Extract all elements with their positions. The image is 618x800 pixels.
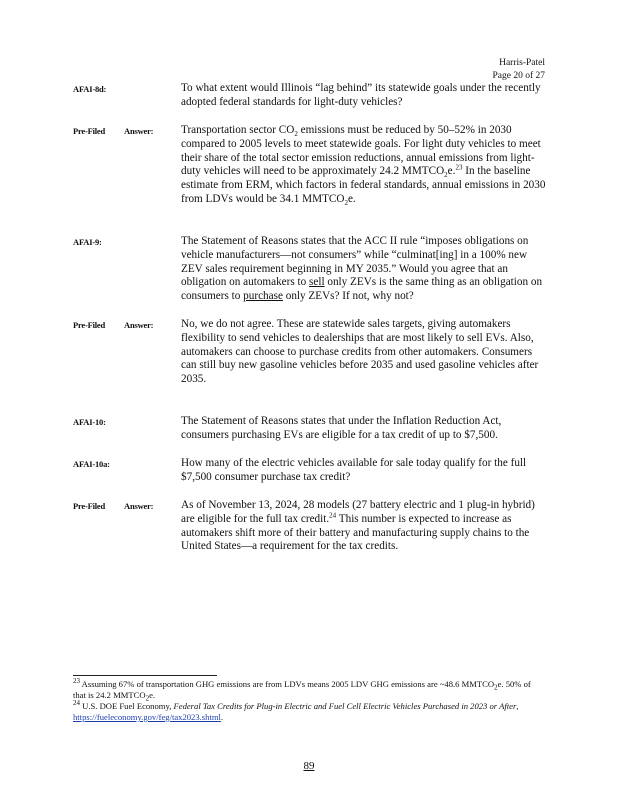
- answer-text: No, we do not agree. These are statewide sales targets, giving automakers flexibility to send vehicles to dealerships that are most likely to sell EVs. Also, automakers can choose to purchase credits from other automakers. Consumers can still buy new gasoline vehicles before 2035 and used gasoline vehicles after 2035.: [181, 318, 539, 386]
- question-label: AFAI-9:: [73, 237, 102, 247]
- question-text: To what extent would Illinois “lag behind” its statewide goals under the recently adopted federal standards for light-duty vehicles?: [181, 82, 541, 108]
- question-label: AFAI-10a:: [73, 459, 110, 469]
- footnote-23: $^{23}$ Assuming 67% of transportation GHG emissions are from LDVs means 2005 LDV GHG emissions are ~48.6 $MMTCO_2e$. 50% of that is 24.2 $MMTCO_2e$.: [73, 677, 531, 703]
- footnote-ref-24[interactable]: 24: [329, 511, 337, 520]
- footnote-divider: [73, 675, 217, 676]
- page-number: 89: [303, 760, 315, 772]
- prefiled-label: Pre-Filed: [73, 320, 106, 330]
- footnote-24: $^{24}$ U.S. DOE Fuel Economy, Federal Tax Credits for Plug-in Electric and Fuel Cell Electric Vehicles Purchased in 2023 or After, https://fueleconomy.gov/feg/tax2023.shtml.: [73, 699, 519, 722]
- prefiled-label: Pre-Filed: [73, 501, 106, 511]
- answer-label: Answer:: [124, 126, 154, 136]
- question-text: How many of the electric vehicles available for sale today qualify for the full $7,500 consumer purchase tax credit?: [181, 457, 527, 483]
- answer-label: Answer:: [124, 501, 154, 511]
- header-author: Harris-Patel: [499, 58, 545, 68]
- question-label: AFAI-10:: [73, 417, 106, 427]
- question-text: The Statement of Reasons states that the ACC II rule “imposes obligations on vehicle manufacturers—not consumers” while “culminat[ing] in a 100% new ZEV sales requirement beginning in MY 2035.” Would you agree that an obligation on automakers to sell only ZEVs is the same thing as an obligation on consumers to purchase only ZEVs? If not, why not?: [181, 235, 543, 303]
- answer-label: Answer:: [124, 320, 154, 330]
- page-header: [492, 57, 545, 83]
- answer-text: As of November 13, 2024, 28 models (27 battery electric and 1 plug-in hybrid) are eligible for the full tax credit.$^{24}$ This number is expected to increase as automakers shift more of their battery and manufacturing supply chains to the United States—a requirement for the tax credits.: [181, 499, 535, 553]
- prefiled-label: Pre-Filed: [73, 126, 106, 136]
- source-title: Federal Tax Credits for Plug-in Electric and Fuel Cell Electric Vehicles Purchased in 2023 or After: [173, 701, 517, 711]
- question-label: AFAI-8d:: [73, 84, 107, 94]
- question-text: The Statement of Reasons states that under the Inflation Reduction Act, consumers purchasing EVs are eligible for a tax credit of up to $7,500.: [181, 415, 502, 441]
- source-link[interactable]: https://fueleconomy.gov/feg/tax2023.shtml: [73, 712, 221, 722]
- footnote-ref-23[interactable]: 23: [455, 163, 463, 172]
- footnotes: [73, 679, 545, 723]
- answer-text: Transportation sector $CO_2$ emissions must be reduced by 50–52% in 2030 compared to 2005 levels to meet statewide goals. For light duty vehicles to meet their share of the total sector emission reductions, annual emissions from light-duty vehicles will need to be approximately 24.2 $MMTCO_2e.^{23}$ In the baseline estimate from ERM, which factors in federal standards, annual emissions in 2030 from LDVs would be 34.1 $MMTCO_2e$.: [181, 124, 546, 208]
- header-page: Page 20 of 27: [492, 71, 545, 81]
